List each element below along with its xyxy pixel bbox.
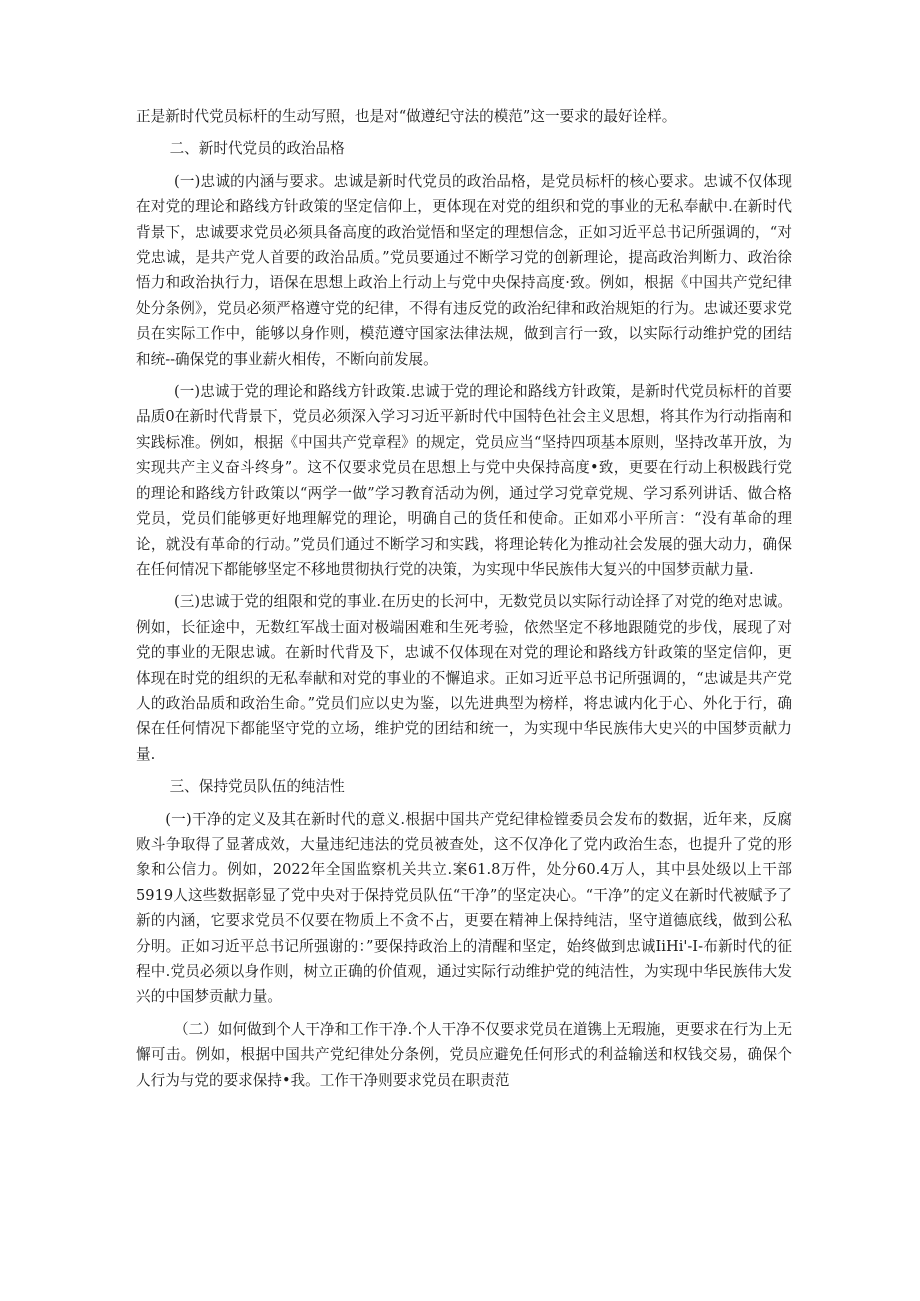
paragraph-clean-definition: (一)干净的定义及其在新时代的意义.根据中国共产党纪律检镗委员会发布的数据，近年来，反腐败斗争取得了显著成效，大量违纪违法的党员被查处，这不仅净化了党内政治生态，也提升了党的形象和公信力。例如，2022年全国监察机关共立.案61.8万件，处分60.4万人，其中县处级以上干部5919人这些数据彰显了党中央对于保持党员队伍“干净”的坚定决心。“干净”的定义在新时代被赋予了新的内涵，它要求党员不仅要在物质上不贪不占，更要在精神上保持纯洁，坚守道德底线，做到公私分明。正如习近平总书记所强谢的：”要保持政治上的清醒和坚定，始终做到忠诚IiHi'-I-布新时代的征程中.党员必须以身作则，树立正确的价值观，通过实际行动维护党的纯洁性，为实现中华民族伟大发兴的中国梦贡献力量。 (136, 810, 792, 1006)
paragraph-loyalty-organization: (三)忠诚于党的组限和党的事业.在历史的长河中，无数党员以实际行动诠择了对党的绝对忠诚。例如，长征途中，无数红军战士面对极端困难和生死考验，依然坚定不移地跟随党的步伐，展现了对党的事业的无限忠诚。在新时代背及下，忠诚不仅体现在对党的理论和路线方针政策的坚定信仰，更体现在时党的组织的无私奉献和对党的事业的不懈追求。正如习近平总书记所强调的，“忠诚是共产党人的政治品质和政治生命。”党员们应以史为鉴，以先进典型为榜样，将忠诚内化于心、外化于行，确保在任何情况下都能坚守党的立场，维护党的团结和统一，为实现中华民族伟大史兴的中国梦贡献力量. (136, 593, 792, 763)
paragraph-personal-clean: （二）如何做到个人干净和工作干净.个人干净不仅要求党员在道镌上无瑕施，更要求在行为上无懈可击。例如，根据中国共产党纪律处分条例，党员应避免任何形式的利益输送和权钱交易，确保个人行为与党的要求保持•我。工作干净则要求党员在职责范 (136, 1020, 792, 1089)
intro-tail-paragraph: 正是新时代党员标杆的生动写照，也是对“做遵纪守法的模范”这一要求的最好诠样。 (136, 108, 677, 125)
paragraph-loyalty-meaning: (一)忠诚的内涵与要求。忠诚是新时代党员的政治品格，是党员标杆的核心要求。忠诚不仅体现在对党的理论和路线方针政策的坚定信仰上，更体现在对党的组织和党的事业的无私奉献中.在新时代背景下，忠诚要求党员必须具备高度的政治觉悟和坚定的理想信念，正如习近平总书记所强调的，“对党忠诚，是共产党人首要的政治品质。”党员要通过不断学习党的创新理论，提高政治判断力、政治徐悟力和政治执行力，语保在思想上政治上行动上与党中央保持高度·致。例如，根据《中国共产党纪律处分条例》，党员必须严格遵守党的纪律，不得有违反党的政治纪律和政治规矩的行为。忠诚还要求党员在实际工作中，能够以身作则，模范遵守国家法律法规，做到言行一致，以实际行动维护党的团结和统--确保党的事业薪火相传，不断向前发展。 (136, 172, 792, 368)
document-page (136, 104, 792, 1093)
paragraph-loyalty-theory: (一)忠诚于党的理论和路线方针政策.忠诚于党的理论和路线方针政策，是新时代党员标杆的首要品质0在新时代背景下，党员必须深入学习习近平新时代中国特色社会主义思想，将其作为行动指南和实践标准。例如，根据《中国共产党章程》的规定，党员应当“坚持四项基本原则，坚持改革开放，为实现共产主义奋斗终身”。这不仅要求党员在思想上与党中央保持高度•致，更要在行动上积极践行党的理论和路线方针政策以“两学一做”学习教育活动为例，通过学习党章党规、学习系列讲话、做合格党员，党员们能够更好地理解党的理论，明确自己的货任和使命。正如邓小平所言：“没有革命的理论，就没有革命的行动。”党员们通过不断学习和实践，将理论转化为推动社会发展的强大动力，确保在任何情况下都能够坚定不移地贯彻执行党的决策，为实现中华民族伟大复兴的中国梦贡献力量. (136, 383, 792, 578)
section-heading-3: 三、保持党员队伍的纯洁性 (169, 778, 345, 796)
section-heading-2: 二、新时代党员的政治品格 (169, 140, 345, 158)
